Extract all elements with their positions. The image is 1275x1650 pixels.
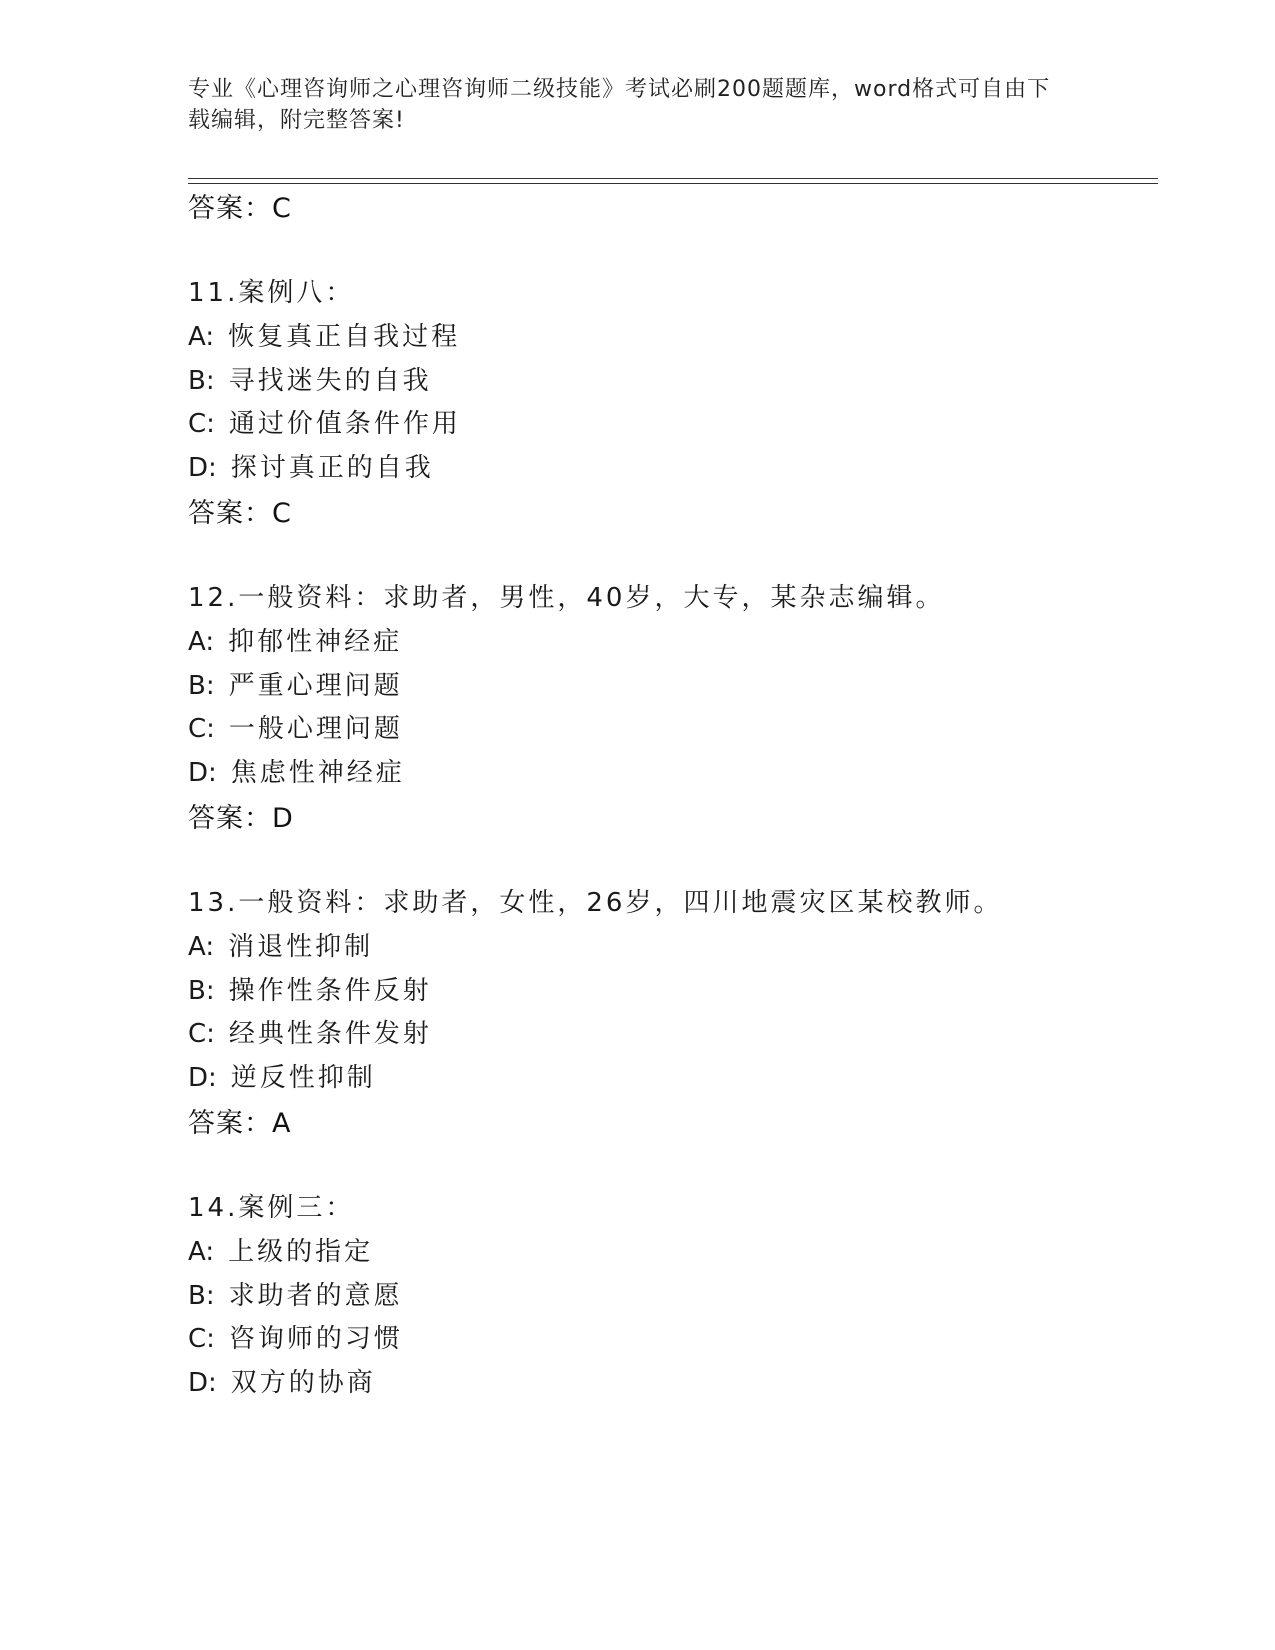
option-text: 通过价值条件作用	[228, 409, 461, 439]
option-text: 一般心理问题	[228, 714, 403, 744]
question-text: 案例三：	[238, 1193, 355, 1223]
option-a	[188, 621, 402, 658]
option-a	[188, 1231, 373, 1268]
option-key: D:	[188, 453, 217, 483]
option-key: D:	[188, 1063, 217, 1093]
answer-line	[188, 491, 292, 530]
answer-line	[188, 1101, 291, 1140]
option-d	[188, 1362, 376, 1399]
question-stem	[188, 882, 1002, 919]
option-c	[188, 1318, 403, 1355]
option-d	[188, 447, 434, 484]
answer-value: C	[272, 498, 292, 529]
question-number: 14.	[188, 1193, 239, 1223]
answer-value: A	[272, 1108, 292, 1139]
option-text: 求助者的意愿	[228, 1281, 403, 1311]
question-text: 一般资料：求助者，男性，40岁，大专，某杂志编辑。	[238, 583, 945, 613]
option-key: C:	[188, 714, 215, 744]
option-key: B:	[188, 976, 215, 1006]
option-text: 逆反性抑制	[230, 1063, 376, 1093]
answer-value: D	[272, 803, 294, 834]
option-key: A:	[188, 627, 215, 657]
document-header: 专业《心理咨询师之心理咨询师二级技能》考试必刷200题题库，word格式可自由下载编辑，附完整答案!	[188, 77, 1051, 133]
option-text: 焦虑性神经症	[230, 758, 405, 788]
option-text: 抑郁性神经症	[228, 627, 403, 657]
option-key: B:	[188, 366, 215, 396]
option-text: 寻找迷失的自我	[228, 366, 432, 396]
header-divider	[188, 178, 1158, 184]
option-key: D:	[188, 1368, 217, 1398]
option-d	[188, 752, 405, 789]
option-key: C:	[188, 1324, 215, 1354]
option-key: C:	[188, 1019, 215, 1049]
answer-label: 答案：	[188, 193, 272, 224]
question-stem	[188, 577, 944, 614]
option-text: 探讨真正的自我	[230, 453, 434, 483]
option-text: 严重心理问题	[228, 671, 403, 701]
question-number: 13.	[188, 888, 239, 918]
answer-label: 答案：	[188, 803, 272, 834]
option-text: 咨询师的习惯	[228, 1324, 403, 1354]
option-key: B:	[188, 671, 215, 701]
option-a	[188, 316, 460, 353]
option-b	[188, 1275, 403, 1312]
option-text: 恢复真正自我过程	[228, 322, 461, 352]
option-key: D:	[188, 758, 217, 788]
option-key: C:	[188, 409, 215, 439]
answer-label: 答案：	[188, 498, 272, 529]
option-text: 经典性条件发射	[228, 1019, 432, 1049]
option-key: A:	[188, 322, 215, 352]
option-c	[188, 403, 461, 440]
question-number: 11.	[188, 278, 239, 308]
question-stem	[188, 272, 354, 309]
answer-label: 答案：	[188, 1108, 272, 1139]
option-b	[188, 360, 432, 397]
option-key: A:	[188, 1237, 215, 1267]
option-c	[188, 708, 403, 745]
option-text: 上级的指定	[228, 1237, 374, 1267]
option-text: 双方的协商	[230, 1368, 376, 1398]
option-text: 操作性条件反射	[228, 976, 432, 1006]
option-b	[188, 970, 432, 1007]
option-text: 消退性抑制	[228, 932, 374, 962]
question-stem	[188, 1187, 354, 1224]
option-d	[188, 1057, 376, 1094]
question-text: 案例八：	[238, 278, 355, 308]
option-c	[188, 1013, 432, 1050]
option-a	[188, 926, 373, 963]
question-number: 12.	[188, 583, 239, 613]
option-key: B:	[188, 1281, 215, 1311]
answer-line	[188, 186, 292, 225]
answer-value: C	[272, 193, 292, 224]
answer-line	[188, 796, 294, 835]
option-key: A:	[188, 932, 215, 962]
question-text: 一般资料：求助者，女性，26岁，四川地震灾区某校教师。	[238, 888, 1003, 918]
option-b	[188, 665, 403, 702]
